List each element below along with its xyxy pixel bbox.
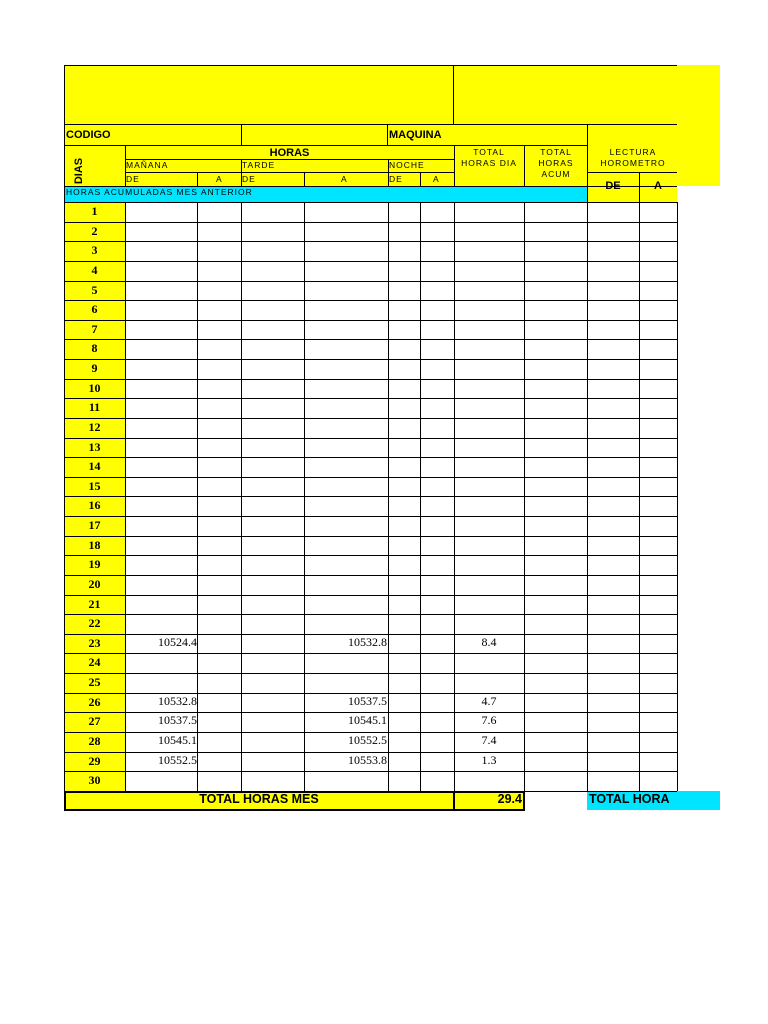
table-row [64, 673, 677, 693]
day-number: 30 [88, 773, 101, 788]
day-number: 8 [91, 341, 98, 356]
day-number: 24 [88, 655, 101, 670]
day-number: 16 [88, 498, 101, 513]
table-row [64, 359, 677, 379]
day-number: 14 [88, 459, 101, 474]
codigo-label: CODIGO [66, 129, 111, 141]
horas-acumuladas-label: HORAS ACUMULADAS MES ANTERIOR [66, 187, 253, 197]
total-dia-cell: 4.7 [481, 693, 497, 708]
grid-line [387, 124, 388, 145]
day-number: 4 [91, 262, 98, 277]
tarde-de-label: DE [242, 174, 256, 184]
manana-a-label: A [216, 174, 223, 184]
table-row [64, 438, 677, 458]
grid-line [420, 172, 421, 186]
header-overflow-fill [677, 65, 720, 186]
tarde-a-label: A [341, 174, 348, 184]
day-number: 19 [88, 557, 101, 572]
lectura-de-label: DE [605, 180, 621, 192]
total-horas-mes-value: 29.4 [497, 792, 522, 806]
table-row [64, 752, 677, 772]
table-row [64, 261, 677, 281]
manana-de-cell: 10552.5 [158, 752, 197, 767]
table-row [64, 339, 677, 359]
table-row [64, 202, 677, 222]
table-row [64, 379, 677, 399]
table-row [64, 771, 677, 791]
tarde-a-cell: 10553.8 [348, 752, 387, 767]
dias-label: DIAS [73, 157, 85, 185]
grid-line [304, 172, 305, 186]
day-number: 29 [88, 753, 101, 768]
total-dia-cell: 7.4 [481, 733, 497, 747]
total-horas-acum-label: TOTAL HORAS ACUM [538, 147, 574, 179]
day-number: 28 [88, 734, 101, 748]
table-row [64, 712, 677, 732]
day-number: 12 [88, 419, 101, 434]
table-row [64, 653, 677, 673]
table-row [64, 575, 677, 595]
maquina-label: MAQUINA [389, 129, 442, 141]
table-row [64, 516, 677, 536]
day-number: 27 [88, 714, 101, 729]
noche-a-label: A [433, 174, 440, 184]
manana-de-cell: 10545.1 [158, 733, 197, 747]
table-row [64, 595, 677, 615]
day-number: 23 [88, 635, 101, 650]
grid-line [453, 65, 454, 124]
grid-line [524, 145, 525, 186]
day-number: 9 [91, 361, 98, 376]
noche-label: NOCHE [389, 160, 425, 170]
day-number: 18 [88, 537, 101, 552]
day-number: 20 [88, 576, 101, 591]
tarde-a-cell: 10552.5 [348, 733, 387, 747]
manana-label: MAÑANA [126, 160, 169, 170]
day-number: 1 [91, 204, 98, 218]
table-row [64, 320, 677, 340]
day-number: 5 [91, 282, 98, 297]
grid-line [64, 124, 677, 125]
day-number: 17 [88, 518, 101, 533]
total-horas-dia-label: TOTAL HORAS DIA [461, 147, 517, 168]
day-number: 6 [91, 302, 98, 317]
manana-de-cell: 10532.8 [158, 693, 197, 708]
total-hora-label: TOTAL HORA [589, 792, 670, 806]
table-row [64, 241, 677, 261]
total-dia-cell: 8.4 [481, 634, 497, 649]
total-dia-cell: 7.6 [481, 713, 497, 728]
grid-line [677, 202, 678, 791]
day-number: 2 [91, 223, 98, 238]
day-number: 22 [88, 616, 101, 631]
table-row [64, 496, 677, 516]
day-number: 21 [88, 596, 101, 611]
day-number: 7 [91, 321, 98, 336]
day-number: 26 [88, 694, 101, 709]
lectura-horometro-label: LECTURA HOROMETRO [600, 147, 666, 168]
table-row [64, 732, 677, 752]
header-fill [64, 65, 677, 202]
grid-line [523, 791, 525, 811]
tarde-a-cell: 10545.1 [348, 713, 387, 728]
table-row [64, 457, 677, 477]
table-row [64, 555, 677, 575]
grid-line [64, 65, 677, 66]
day-number: 11 [88, 400, 101, 415]
grid-line [241, 124, 242, 145]
total-horas-mes-label: TOTAL HORAS MES [199, 792, 319, 806]
day-number: 3 [91, 243, 98, 258]
table-row [64, 418, 677, 438]
table-row [64, 536, 677, 556]
table-row [64, 300, 677, 320]
day-number: 10 [88, 380, 101, 395]
table-row [64, 614, 677, 634]
grid-line [197, 172, 198, 186]
manana-de-label: DE [126, 174, 140, 184]
table-row [64, 281, 677, 301]
grid-line [64, 809, 524, 811]
table-row [64, 477, 677, 497]
table-row [64, 222, 677, 242]
day-number: 13 [88, 439, 101, 454]
manana-de-cell: 10537.5 [158, 713, 197, 728]
day-number: 15 [88, 478, 101, 493]
total-dia-cell: 1.3 [481, 752, 497, 767]
horas-label: HORAS [269, 147, 310, 159]
tarde-label: TARDE [242, 160, 276, 170]
table-row [64, 398, 677, 418]
lectura-a-label: A [654, 180, 662, 192]
tarde-a-cell: 10532.8 [348, 634, 387, 649]
table-row [64, 634, 677, 654]
tarde-a-cell: 10537.5 [348, 693, 387, 708]
day-number: 25 [88, 675, 101, 690]
noche-de-label: DE [389, 174, 403, 184]
grid-line [125, 172, 454, 173]
grid-line [587, 172, 677, 173]
manana-de-cell: 10524.4 [158, 634, 197, 649]
table-row [64, 693, 677, 713]
